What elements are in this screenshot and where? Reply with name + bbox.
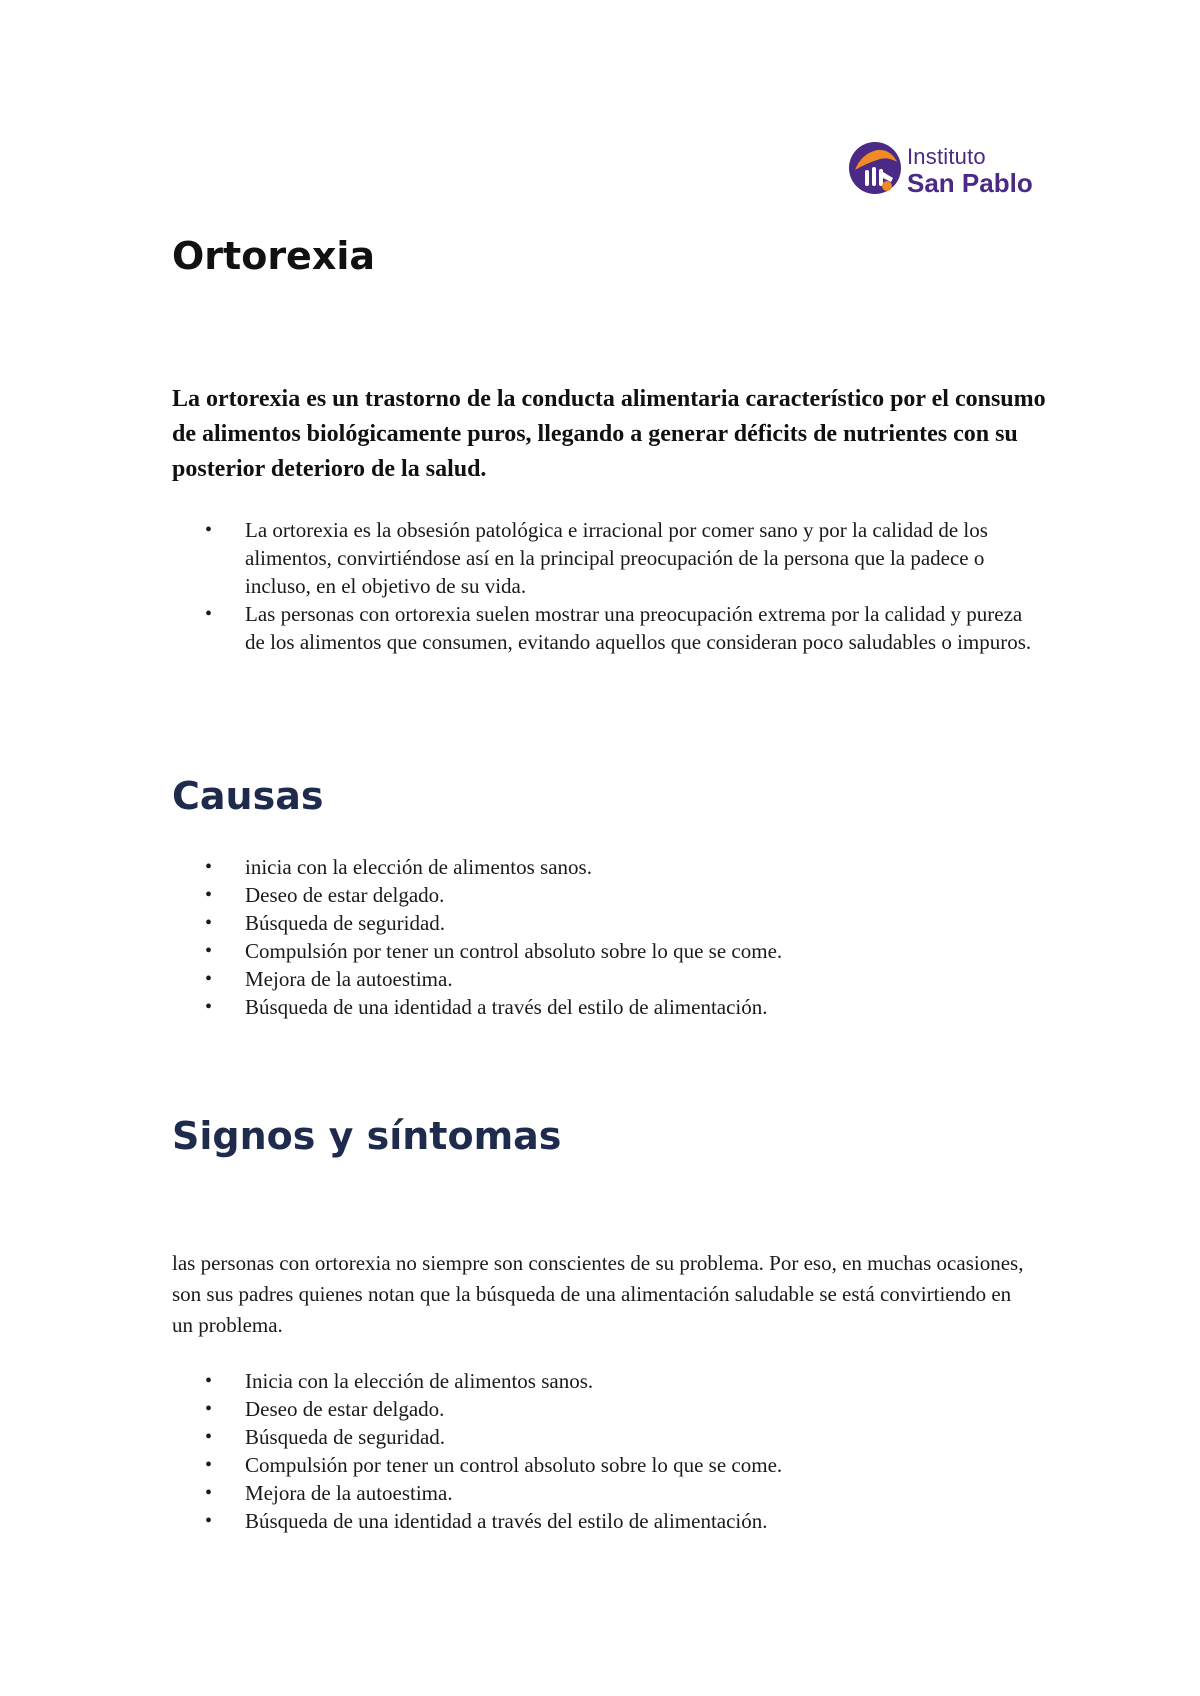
list-item: • Las personas con ortorexia suelen mostrar una preocupación extrema por la calidad y pureza de los alimentos que consumen, evitando aquellos que consideran poco saludables o impuros. (172, 600, 1032, 656)
list-item: • Compulsión por tener un control absoluto sobre lo que se come. (172, 1451, 1032, 1479)
list-item: • Búsqueda de una identidad a través del estilo de alimentación. (172, 1507, 1032, 1535)
list-item: • Mejora de la autoestima. (172, 965, 1032, 993)
list-item: • Deseo de estar delgado. (172, 1395, 1032, 1423)
signos-paragraph: las personas con ortorexia no siempre son conscientes de su problema. Por eso, en muchas ocasiones, son sus padres quienes notan que la búsqueda de una alimentación saludable se está convirtiendo en un problema. (172, 1251, 1024, 1337)
logo-text-line1: Instituto (907, 144, 986, 169)
signos-list (172, 1367, 1032, 1535)
list-item: • Búsqueda de una identidad a través del estilo de alimentación. (172, 993, 1032, 1021)
section-heading-signos: Signos y síntomas (172, 1114, 562, 1158)
list-item: • Búsqueda de seguridad. (172, 1423, 1032, 1451)
logo-text-line2: San Pablo (907, 168, 1033, 198)
list-item: • Compulsión por tener un control absoluto sobre lo que se come. (172, 937, 1032, 965)
list-item: • Inicia con la elección de alimentos sanos. (172, 1367, 1032, 1395)
institution-logo (847, 140, 1037, 200)
causas-list (172, 853, 1032, 1021)
list-item: • La ortorexia es la obsesión patológica e irracional por comer sano y por la calidad de los alimentos, convirtiéndose así en la principal preocupación de la persona que la padece o incluso, en el objetivo de su vida. (172, 516, 1032, 600)
list-item: • Búsqueda de seguridad. (172, 909, 1032, 937)
intro-paragraph: La ortorexia es un trastorno de la conducta alimentaria característico por el consumo de alimentos biológicamente puros, llegando a generar déficits de nutrientes con su posterior deterioro de la salud. (172, 386, 1046, 482)
list-item: • inicia con la elección de alimentos sanos. (172, 853, 1032, 881)
definition-list (172, 516, 1032, 656)
list-item: • Deseo de estar delgado. (172, 881, 1032, 909)
logo-emblem-icon (847, 140, 903, 196)
list-item: • Mejora de la autoestima. (172, 1479, 1032, 1507)
section-heading-causas: Causas (172, 774, 324, 818)
document-title: Ortorexia (172, 234, 376, 278)
